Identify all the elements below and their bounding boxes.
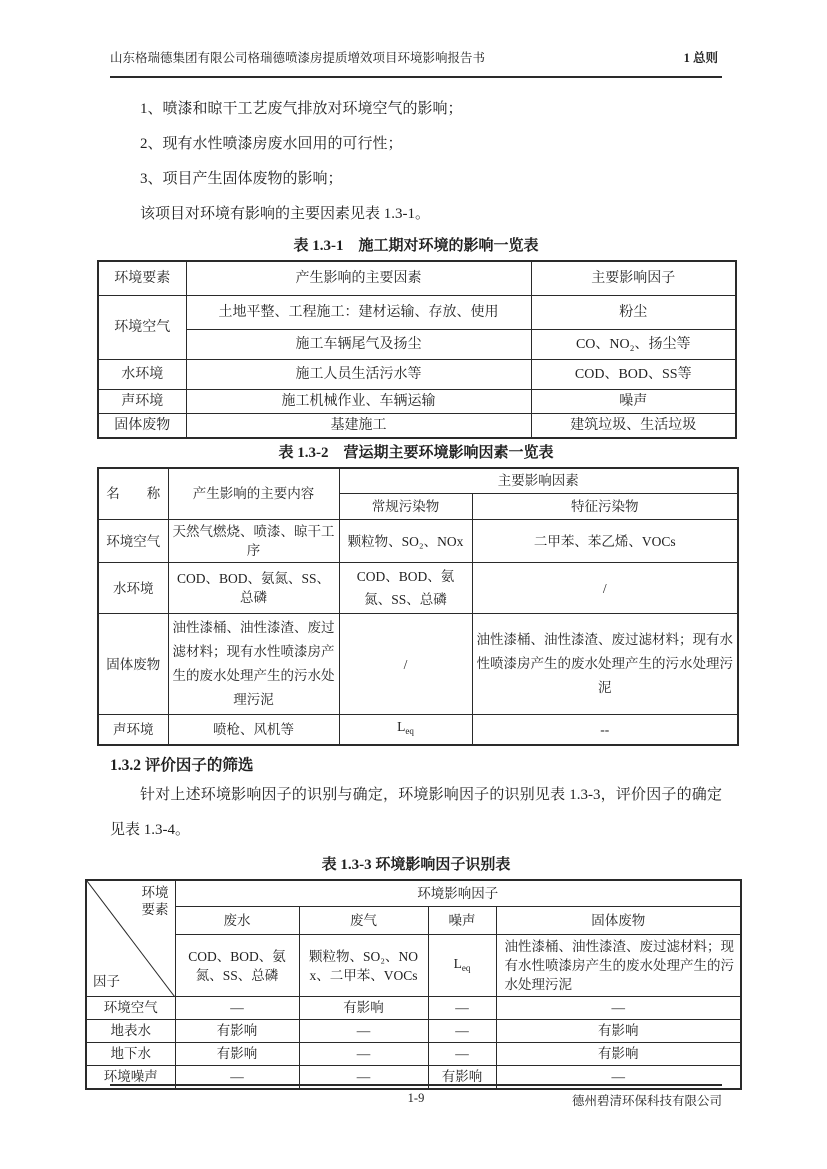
t3-row-label: 环境空气 [86,997,175,1020]
t3-row-label: 地表水 [86,1020,175,1043]
t1-air-source1: 土地平整、工程施工：建材运输、存放、使用 [186,295,531,329]
table-row [98,520,738,563]
t1-noise-label: 声环境 [98,389,186,413]
page-number: 1-9 [407,1091,425,1105]
lead-paragraph: 该项目对环境有影响的主要因素见表 1.3-1。 [140,206,430,222]
t3-cell: — [496,997,741,1020]
t1-air-label: 环境空气 [98,295,186,359]
table-row [86,880,741,907]
t1-solid-source: 基建施工 [186,413,531,438]
t2-noise-regular: $L_{eq}$ [339,715,472,745]
page-footer [110,1084,722,1112]
t3-header-solid: 固体废物 [496,907,741,935]
table-row [86,1043,741,1066]
t2-water-content: COD、BOD、氨氮、SS、总磷 [168,563,339,614]
table-row [86,1020,741,1043]
t1-solid-factor: 建筑垃圾、生活垃圾 [531,413,736,438]
t3-cell: — [299,1066,428,1090]
table-row [98,389,736,413]
t2-air-name: 环境空气 [98,520,168,563]
table-row [86,907,741,935]
t3-factor-wastewater: COD、BOD、氨氮、SS、总磷 [175,935,299,997]
t3-row-label: 地下水 [86,1043,175,1066]
t3-cell: 有影响 [496,1043,741,1066]
leq-subscript: eq [461,962,471,973]
t2-water-regular: COD、BOD、氨氮、SS、总磷 [339,563,472,614]
t2-air-content: 天然气燃烧、喷漆、晾干工序 [168,520,339,563]
t2-header-name: 名 称 [98,468,168,520]
t2-noise-content: 喷枪、风机等 [168,715,339,745]
t2-noise-name: 声环境 [98,715,168,745]
page-header [110,48,722,78]
t3-cell: — [299,1020,428,1043]
t3-cell: 有影响 [299,997,428,1020]
t2-header-content: 产生影响的主要内容 [168,468,339,520]
table-row [86,935,741,997]
t3-header-gas: 废气 [299,907,428,935]
table1-caption: 表 1.3-1 施工期对环境的影响一览表 [293,238,539,254]
t3-cell: — [496,1066,741,1090]
t1-water-source: 施工人员生活污水等 [186,359,531,389]
t3-header-impact-factors: 环境影响因子 [175,880,741,907]
t3-factor-solid: 油性漆桶、油性漆渣、废过滤材料；现有水性喷漆房产生的废水处理产生的污水处理污泥 [496,935,741,997]
t2-solid-name: 固体废物 [98,614,168,715]
section-paragraph: 针对上述环境影响因子的识别与确定，环境影响因子的识别见表 1.3-3，评价因子的确定见表 1.3-4。 [110,786,722,838]
t2-header-special: 特征污染物 [472,494,738,520]
t2-air-special: 二甲苯、苯乙烯、VOCs [472,520,738,563]
t2-air-regular: 颗粒物、SO₂、NOx [339,520,472,563]
header-chapter-label: 1 总则 [683,51,718,65]
t1-header-source: 产生影响的主要因素 [186,261,531,295]
t3-cell: — [175,1066,299,1090]
table3-caption: 表 1.3-3 环境影响因子识别表 [321,856,511,873]
t1-solid-label: 固体废物 [98,413,186,438]
t2-solid-content: 油性漆桶、油性漆渣、废过滤材料；现有水性喷漆房产生的废水处理产生的污水处理污泥 [168,614,339,715]
t1-water-label: 水环境 [98,359,186,389]
table-factor-identification [85,879,742,1091]
t3-cell: — [428,1043,496,1066]
t3-cell: 有影响 [175,1043,299,1066]
corner-label-element: 环境 要素 [141,884,169,917]
t3-cell: 有影响 [175,1020,299,1043]
table-row [98,413,736,438]
t1-header-element: 环境要素 [98,261,186,295]
table-construction-impacts [97,260,737,439]
diagonal-corner-cell [86,880,175,997]
list-item-2: 2、现有水性喷漆房废水回用的可行性； [140,136,403,152]
corner-label-factor: 因子 [93,974,120,989]
t1-water-factor: COD、BOD、SS等 [531,359,736,389]
t3-factor-noise: $L_{eq}$ [428,935,496,997]
table2-caption: 表 1.3-2 营运期主要环境影响因素一览表 [278,444,554,461]
t3-header-noise: 噪声 [428,907,496,935]
table-row [98,329,736,359]
t2-noise-special: -- [472,715,738,745]
t2-header-factors: 主要影响因素 [339,468,738,494]
t1-noise-factor: 噪声 [531,389,736,413]
t3-header-wastewater: 废水 [175,907,299,935]
t1-noise-source: 施工机械作业、车辆运输 [186,389,531,413]
table-operation-impacts [97,467,739,746]
t3-cell: — [299,1043,428,1066]
table-row [98,614,738,715]
header-report-title: 山东格瑞德集团有限公司格瑞德喷漆房提质增效项目环境影响报告书 [110,51,486,65]
table-row [98,295,736,329]
t3-cell: — [428,1020,496,1043]
t3-factor-gas: 颗粒物、SO₂、NOx、二甲苯、VOCs [299,935,428,997]
list-item-1: 1、喷漆和晾干工艺废气排放对环境空气的影响； [140,101,463,117]
t1-air-source2: 施工车辆尾气及扬尘 [186,329,531,359]
t2-water-special: / [472,563,738,614]
t3-row-label: 环境噪声 [86,1066,175,1090]
t2-solid-special: 油性漆桶、油性漆渣、废过滤材料；现有水性喷漆房产生的废水处理产生的污水处理污泥 [472,614,738,715]
table-row [98,468,738,494]
t1-air-factor2: CO、NO₂、扬尘等 [531,329,736,359]
table-row [86,997,741,1020]
table-row [98,359,736,389]
t2-water-name: 水环境 [98,563,168,614]
t1-air-factor1: 粉尘 [531,295,736,329]
page-body [93,92,734,1090]
t3-cell: 有影响 [496,1020,741,1043]
t1-header-factor: 主要影响因子 [531,261,736,295]
list-item-3: 3、项目产生固体废物的影响； [140,171,343,187]
table-row [98,715,738,745]
leq-subscript: eq [405,726,414,737]
t3-cell: 有影响 [428,1066,496,1090]
table-row [98,563,738,614]
t2-header-regular: 常规污染物 [339,494,472,520]
footer-company: 德州碧清环保科技有限公司 [571,1094,722,1108]
table-row [98,261,736,295]
t2-solid-regular: / [339,614,472,715]
section-heading: 1.3.2 评价因子的筛选 [110,756,254,774]
t3-cell: — [175,997,299,1020]
t3-cell: — [428,997,496,1020]
